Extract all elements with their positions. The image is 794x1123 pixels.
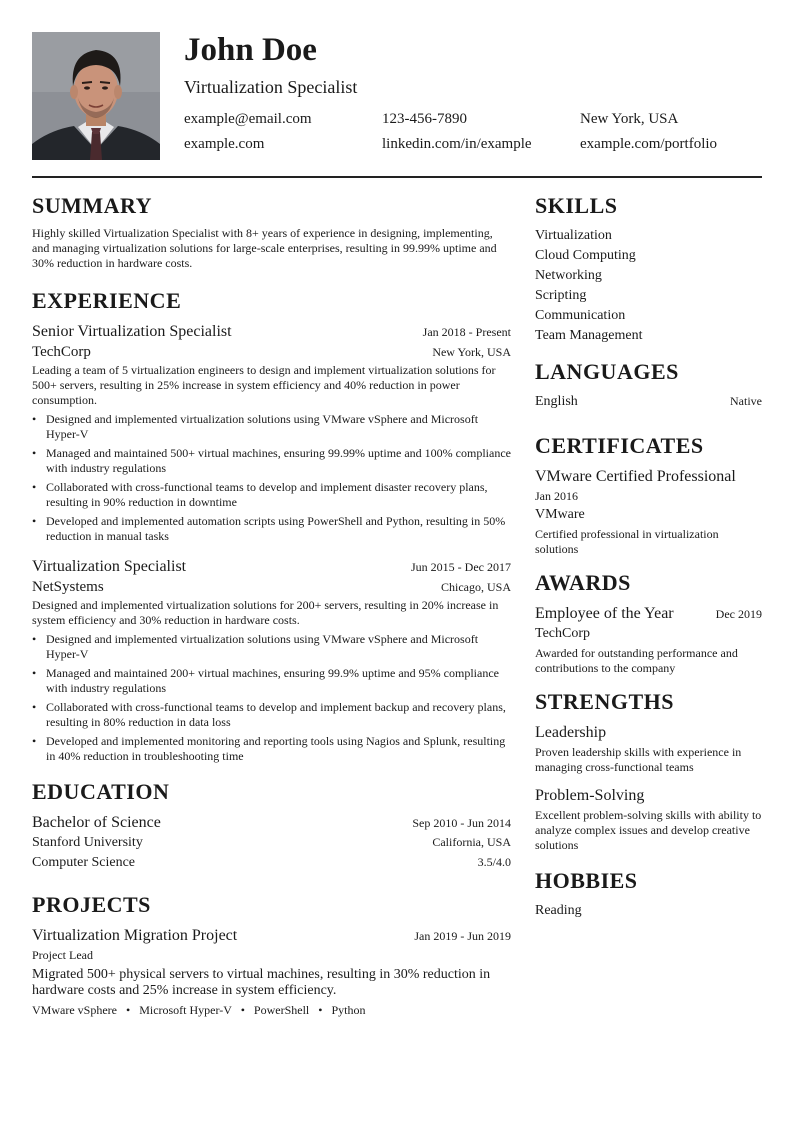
skill-item: Scripting [535, 288, 587, 303]
award-date: Dec 2019 [715, 607, 762, 621]
job-dates: Jan 2018 - Present [422, 325, 511, 339]
strength-entry [535, 785, 762, 853]
contact-email[interactable]: example@email.com [184, 111, 312, 127]
strength-name: Problem-Solving [535, 787, 645, 804]
hobbies-section [535, 867, 762, 921]
certificate-date: Jan 2016 [535, 489, 578, 503]
skill-item: Networking [535, 268, 602, 283]
bullet-text: Designed and implemented virtualization solutions using VMware vSphere and Microsoft Hyper-V [46, 412, 479, 441]
language-name: English [535, 394, 578, 409]
bullet-dot: • [32, 734, 37, 748]
skill-item: Cloud Computing [535, 248, 636, 263]
bullet-item [32, 666, 511, 696]
header-divider [32, 176, 762, 178]
job-bullets [32, 412, 511, 544]
job-title: Senior Virtualization Specialist [32, 323, 232, 340]
certificates-heading: CERTIFICATES [535, 433, 704, 458]
bullet-dot: • [32, 514, 37, 528]
bullet-text: Collaborated with cross-functional teams to develop and implement disaster recovery plans, resulting in 90% reduction in downtime [46, 480, 488, 509]
summary-heading: SUMMARY [32, 193, 153, 218]
candidate-title: Virtualization Specialist [184, 77, 358, 97]
contact-linkedin[interactable]: linkedin.com/in/example [382, 136, 532, 152]
education-heading: EDUCATION [32, 779, 170, 804]
contact-location: New York, USA [580, 111, 679, 127]
summary-section [32, 192, 511, 271]
experience-section [32, 287, 511, 764]
strengths-heading: STRENGTHS [535, 689, 674, 714]
right-column [535, 192, 762, 921]
job-description: Leading a team of 5 virtualization engineers to design and implement virtualization solutions for 500+ servers, resulting in 25% increase in system efficiency and 40% reduction in power consumption. [32, 363, 496, 407]
strength-description: Excellent problem-solving skills with ability to analyze complex issues and develop creative solutions [535, 808, 762, 852]
awards-section [535, 569, 762, 676]
strength-name: Leadership [535, 724, 607, 741]
languages-heading: LANGUAGES [535, 359, 679, 384]
skill-item: Communication [535, 308, 626, 323]
bullet-item [32, 632, 511, 662]
bullet-text: Managed and maintained 500+ virtual machines, ensuring 99.99% uptime and 100% compliance with industry regulations [46, 446, 511, 475]
profile-photo [32, 32, 160, 160]
project-dates: Jan 2019 - Jun 2019 [414, 929, 511, 943]
projects-section [32, 891, 511, 1018]
project-role: Project Lead [32, 948, 93, 962]
hobbies-heading: HOBBIES [535, 868, 638, 893]
bullet-dot: • [32, 632, 37, 646]
strengths-section [535, 688, 762, 853]
education-gpa: 3.5/4.0 [477, 855, 511, 869]
project-name: Virtualization Migration Project [32, 927, 238, 944]
education-dates: Sep 2010 - Jun 2014 [412, 816, 511, 830]
bullet-text: Collaborated with cross-functional teams to develop and implement backup and recovery plans, resulting in 80% reduction in data loss [46, 700, 506, 729]
bullet-dot: • [32, 446, 37, 460]
bullet-item [32, 734, 511, 764]
certificate-issuer: VMware [535, 507, 585, 522]
bullet-item [32, 480, 511, 510]
bullet-dot: • [32, 412, 37, 426]
summary-text: Highly skilled Virtualization Specialist with 8+ years of experience in designing, implementing, and managing virtualization solutions for large-scale enterprises, resulting in 99.99% uptime and 30% reduction in hardware costs. [32, 226, 497, 270]
bullet-text: Designed and implemented virtualization solutions using VMware vSphere and Microsoft Hyper-V [46, 632, 479, 661]
job-company: NetSystems [32, 579, 104, 595]
tool-separator: • [318, 1003, 323, 1017]
job-entry [32, 556, 511, 764]
awards-heading: AWARDS [535, 570, 631, 595]
award-name: Employee of the Year [535, 605, 674, 622]
bullet-text: Developed and implemented automation scripts using PowerShell and Python, resulting in 50% reduction in manual tasks [46, 514, 506, 543]
bullet-text: Developed and implemented monitoring and reporting tools using Nagios and Splunk, resulting in 40% reduction in troubleshooting time [46, 734, 506, 763]
projects-heading: PROJECTS [32, 892, 151, 917]
education-degree: Bachelor of Science [32, 814, 161, 831]
contact-portfolio[interactable]: example.com/portfolio [580, 136, 718, 152]
tool-tag: Python [331, 1003, 366, 1017]
skill-item: Virtualization [535, 228, 612, 243]
certificates-section [535, 432, 762, 557]
tool-separator: • [240, 1003, 245, 1017]
job-location: New York, USA [432, 345, 511, 359]
bullet-dot: • [32, 666, 37, 680]
experience-heading: EXPERIENCE [32, 288, 182, 313]
tool-tag: Microsoft Hyper-V [139, 1003, 232, 1017]
tool-separator: • [125, 1003, 131, 1017]
job-bullets [32, 632, 511, 764]
education-location: California, USA [432, 835, 511, 849]
tool-tag: VMware vSphere [32, 1003, 117, 1017]
education-field: Computer Science [32, 855, 136, 870]
bullet-item [32, 700, 511, 730]
candidate-name: John Doe [184, 32, 317, 68]
project-tools [32, 1003, 511, 1018]
contact-website[interactable]: example.com [184, 136, 265, 152]
job-location: Chicago, USA [441, 580, 511, 594]
language-level: Native [730, 394, 762, 408]
project-description: Migrated 500+ physical servers to virtual machines, resulting in 30% reduction in hardware costs and 25% increase in system efficiency. [32, 967, 491, 998]
bullet-item [32, 446, 511, 476]
bullet-text: Managed and maintained 200+ virtual machines, ensuring 99.9% uptime and 95% compliance with industry regulations [46, 666, 499, 695]
portrait-image [32, 32, 160, 160]
left-column [32, 192, 511, 1018]
job-dates: Jun 2015 - Dec 2017 [411, 560, 511, 574]
certificate-description: Certified professional in virtualization solutions [535, 527, 719, 556]
hobby-item: Reading [535, 903, 582, 918]
job-description: Designed and implemented virtualization solutions for 200+ servers, resulting in 20% increase in system efficiency and 30% reduction in hardware costs. [32, 598, 499, 627]
education-section [32, 778, 511, 873]
bullet-item [32, 514, 511, 544]
award-issuer: TechCorp [535, 626, 591, 641]
contact-phone[interactable]: 123-456-7890 [382, 111, 467, 127]
bullet-item [32, 412, 511, 442]
job-company: TechCorp [32, 344, 91, 360]
bullet-dot: • [32, 700, 37, 714]
strength-description: Proven leadership skills with experience in managing cross-functional teams [535, 745, 742, 774]
skill-item: Team Management [535, 328, 643, 343]
skills-heading: SKILLS [535, 193, 618, 218]
bullet-dot: • [32, 480, 37, 494]
certificate-name: VMware Certified Professional [535, 468, 736, 485]
education-school: Stanford University [32, 835, 143, 850]
job-title: Virtualization Specialist [32, 558, 187, 575]
job-entry [32, 321, 511, 544]
languages-section [535, 358, 762, 412]
skills-section [535, 192, 762, 346]
strength-entry [535, 722, 762, 775]
award-description: Awarded for outstanding performance and contributions to the company [535, 646, 738, 675]
tool-tag: PowerShell [253, 1003, 310, 1017]
